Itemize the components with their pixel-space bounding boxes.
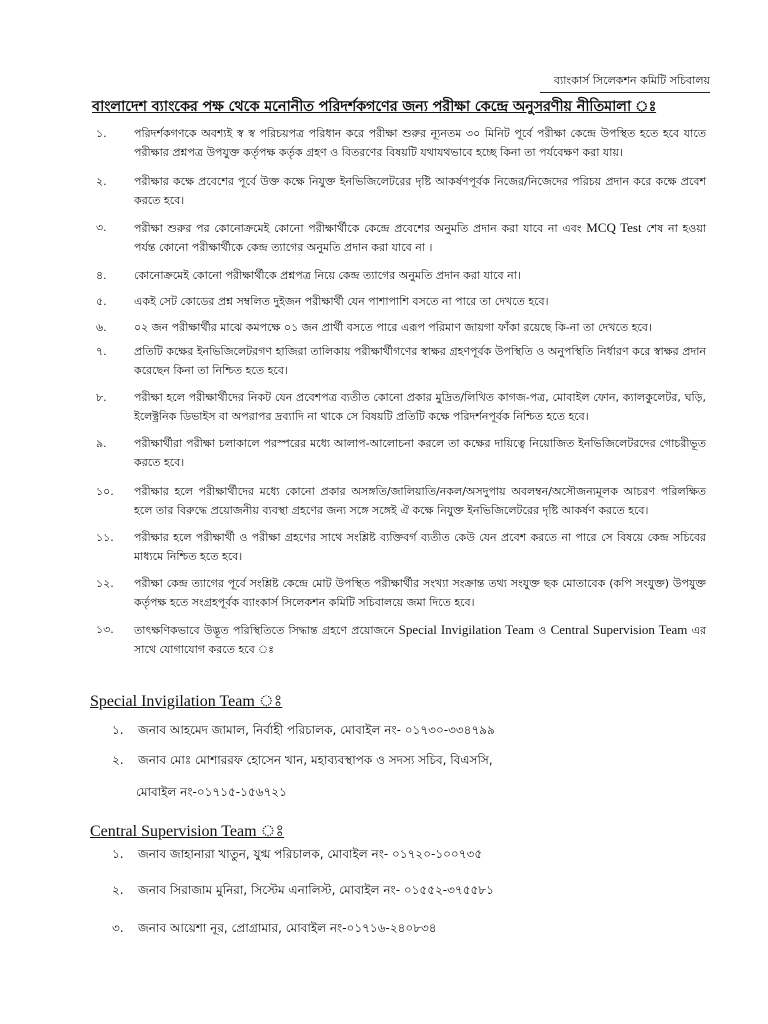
rule-number: ৫. <box>96 295 107 308</box>
member-text: জনাব জাহানারা খাতুন, যুগ্ম পরিচালক, মোবাইল নং- ০১৭২০-১০০৭৩৫ <box>138 847 483 861</box>
rule-text: পরীক্ষা শুরুর পর কোনোক্রমেই কোনো পরীক্ষার্থীকে কেন্দ্রে প্রবেশের অনুমতি প্রদান করা যাবে না এবং MCQ Test শেষ না হওয়া পর্যন্ত কোনো পরীক্ষার্থীকে কেন্দ্র ত্যাগের অনুমতি প্রদান করা যাবে না । <box>134 220 707 254</box>
central-team-member <box>112 882 494 902</box>
central-team-heading: Central Supervision Team ঃ <box>90 823 285 840</box>
rule-text: তাৎক্ষণিকভাবে উদ্ভূত পরিস্থিতিতে সিদ্ধান্ত গ্রহণে প্রয়োজনে Special Invigilation Team ও Central Supervision Team এর সাথে যোগাযোগ করতে হবে ঃ <box>134 622 707 656</box>
rule-item <box>96 434 706 472</box>
rule-text: পরীক্ষা হলে পরীক্ষার্থীদের নিকট যেন প্রবেশপত্র ব্যতীত কোনো প্রকার মুদ্রিত/লিখিত কাগজ-পত্র, মোবাইল ফোন, ক্যালকুলেটর, ঘড়ি, ইলেক্ট্রনিক ডিভাইস বা অপরাপর দ্রব্যাদি না থাকে সে বিষয়টি প্রতিটি কক্ষে পরিদর্শনপূর্বক নিশ্চিত হতে হবে। <box>134 391 706 423</box>
member-number: ১. <box>112 723 124 737</box>
central-team-member <box>112 846 482 866</box>
rule-text: একই সেট কোডের প্রশ্ন সম্বলিত দুইজন পরীক্ষার্থী যেন পাশাপাশি বসতে না পারে তা দেখতে হবে। <box>134 295 549 308</box>
member-text: জনাব আয়েশা নূর, প্রোগ্রামার, মোবাইল নং-০১৭১৬-২৪০৮৩৪ <box>138 921 437 935</box>
member-number: ৩. <box>112 921 124 935</box>
rule-item <box>96 620 706 659</box>
rule-number: ৩. <box>96 221 107 234</box>
rule-number: ১৩. <box>96 623 114 636</box>
member-number: ২. <box>112 753 124 767</box>
rule-item <box>96 172 706 210</box>
rule-text: পরীক্ষার হলে পরীক্ষার্থী ও পরীক্ষা গ্রহণের সাথে সংশ্লিষ্ট ব্যক্তিবর্গ ব্যতীত কেউ যেন প্রবেশ করতে না পারে সে বিষয়ে কেন্দ্র সচিবের মাধ্যমে নিশ্চিত হতে হবে। <box>134 531 706 563</box>
rule-number: ৮. <box>96 391 107 404</box>
rule-number: ৯. <box>96 437 107 450</box>
special-team-member <box>112 722 495 742</box>
committee-secretariat-label: ব্যাংকার্স সিলেকশন কমিটি সচিবালয় <box>540 72 710 93</box>
special-team-heading: Special Invigilation Team ঃ <box>90 693 283 710</box>
rule-item <box>96 574 706 612</box>
rule-text: পরিদর্শকগণকে অবশ্যই স্ব স্ব পরিচয়পত্র পরিধান করে পরীক্ষা শুরুর ন্যূনতম ৩০ মিনিট পূর্বে পরীক্ষা কেন্দ্রে উপস্থিত হতে হবে যাতে পরীক্ষার প্রশ্নপত্র উপযুক্ত কর্তৃপক্ষ কর্তৃক গ্রহণ ও বিতরণের বিষয়টি যথাযথভাবে হচ্ছে কিনা তা পর্যবেক্ষণ করা যায়। <box>134 127 706 159</box>
rule-item <box>96 342 706 380</box>
rule-item <box>96 218 706 257</box>
rule-item <box>96 266 706 285</box>
rule-item <box>96 482 706 520</box>
rule-text: ০২ জন পরীক্ষার্থীর মাঝে কমপক্ষে ০১ জন প্রার্থী বসতে পারে এরূপ পরিমাণ জায়গা ফাঁকা রয়েছে কি-না তা দেখতে হবে। <box>134 321 652 334</box>
member-number: ১. <box>112 847 124 861</box>
member-text: জনাব মোঃ মোশাররফ হোসেন খান, মহাব্যবস্থাপক ও সদস্য সচিব, বিএসসি, <box>138 753 493 767</box>
rule-text: কোনোক্রমেই কোনো পরীক্ষার্থীকে প্রশ্নপত্র নিয়ে কেন্দ্র ত্যাগের অনুমতি প্রদান করা যাবে না। <box>134 269 521 282</box>
rule-item <box>96 292 706 311</box>
rule-number: ১০. <box>96 485 114 498</box>
rule-text: পরীক্ষা কেন্দ্র ত্যাগের পূর্বে সংশ্লিষ্ট কেন্দ্রে মোট উপস্থিত পরীক্ষার্থীর সংখ্যা সংক্রান্ত তথ্য সংযুক্ত ছক মোতাবেক (কপি সংযুক্ত) উপযুক্ত কর্তৃপক্ষ হতে সংগ্রহপূর্বক ব্যাংকার্স সিলেকশন কমিটি সচিবালয়ে জমা দিতে হবে। <box>134 577 706 609</box>
rule-text: প্রতিটি কক্ষের ইনভিজিলেটরগণ হাজিরা তালিকায় পরীক্ষার্থীগণের স্বাক্ষর গ্রহণপূর্বক উপস্থিতি ও অনুপস্থিতি নির্ধারণ করে স্বাক্ষর প্রদান করেছেন কিনা তা নিশ্চিত হতে হবে। <box>134 345 706 377</box>
rule-text: পরীক্ষার কক্ষে প্রবেশের পূর্বে উক্ত কক্ষে নিযুক্ত ইনভিজিলেটরের দৃষ্টি আকর্ষণপূর্বক নিজের/নিজেদের পরিচয় প্রদান করে কক্ষে প্রবেশ করতে হবে। <box>134 175 706 207</box>
rule-number: ৭. <box>96 345 107 358</box>
rule-number: ১২. <box>96 577 114 590</box>
member-text: জনাব সিরাজাম মুনিরা, সিস্টেম এনালিস্ট, মোবাইল নং- ০১৫৫২-৩৭৫৫৮১ <box>138 883 494 897</box>
rule-number: ২. <box>96 175 107 188</box>
rule-number: ১. <box>96 127 107 140</box>
rule-item <box>96 318 706 337</box>
rule-number: ৪. <box>96 269 107 282</box>
member-mobile-continuation: মোবাইল নং-০১৭১৫-১৫৬৭২১ <box>136 785 287 799</box>
member-text: জনাব আহমেদ জামাল, নির্বাহী পরিচালক, মোবাইল নং- ০১৭৩০-৩৩৪৭৯৯ <box>138 723 495 737</box>
rule-item <box>96 528 706 566</box>
rule-number: ১১. <box>96 531 114 544</box>
rule-number: ৬. <box>96 321 107 334</box>
central-team-member <box>112 920 437 940</box>
rule-text: পরীক্ষার্থীরা পরীক্ষা চলাকালে পরস্পরের মধ্যে আলাপ-আলোচনা করলে তা কক্ষের দায়িত্বে নিয়োজিত ইনভিজিলেটরদের গোচরীভূত করতে হবে। <box>134 437 706 469</box>
rule-item <box>96 388 706 426</box>
special-team-member <box>112 752 493 772</box>
rule-item <box>96 124 706 162</box>
member-number: ২. <box>112 883 124 897</box>
document-title: বাংলাদেশ ব্যাংকের পক্ষ থেকে মনোনীত পরিদর্শকগণের জন্য পরীক্ষা কেন্দ্রে অনুসরণীয় নীতিমালা ঃ <box>92 99 657 115</box>
rule-text: পরীক্ষার হলে পরীক্ষার্থীদের মধ্যে কোনো প্রকার অসঙ্গতি/জালিয়াতি/নকল/অসদুপায় অবলম্বন/অসৌজন্যমূলক আচরণ পরিলক্ষিত হলে তার বিরুদ্ধে প্রয়োজনীয় ব্যবস্থা গ্রহণের জন্য সঙ্গে সঙ্গেই ঐ কক্ষে নিযুক্ত ইনভিজিলেটরের দৃষ্টি আকর্ষণ করতে হবে। <box>134 485 706 517</box>
